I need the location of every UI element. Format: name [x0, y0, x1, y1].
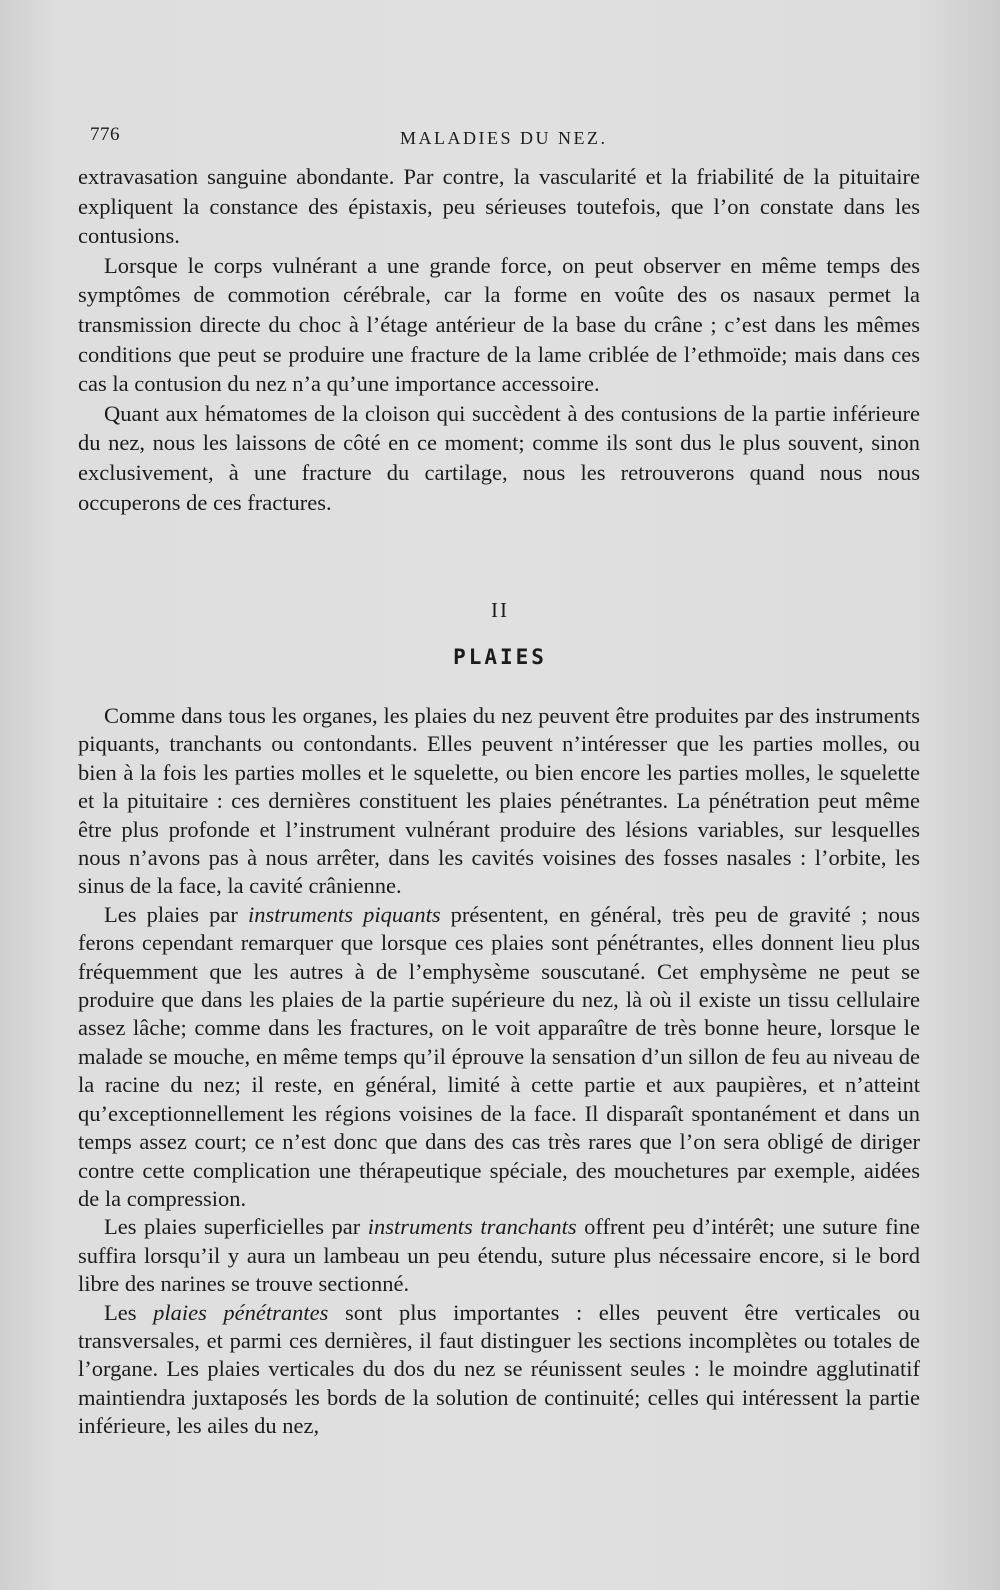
text-block-contusions — [78, 162, 920, 517]
italic-term: instruments piquants — [247, 901, 441, 927]
paragraph — [78, 1213, 920, 1298]
page-header — [90, 124, 920, 154]
text-run: Les plaies par — [104, 901, 248, 927]
text-run: sont plus importantes : elles peuvent être verticales ou transversales, et parmi ces dernières, il faut distinguer les sections incomplètes ou totales de l’organe. Les plaies verticales du dos du nez se réunissent seules : le moindre agglutinatif maintiendra juxtaposés les bords de la solution de continuité; celles qui intéressent la partie inférieure, les ailes du nez, — [78, 1299, 920, 1439]
paragraph: extravasation sanguine abondante. Par contre, la vascularité et la friabilité de la pituitaire expliquent la constance des épistaxis, peu sérieuses toutefois, que l’on constate dans les contusions. — [78, 164, 920, 249]
text-run: Les — [104, 1299, 154, 1325]
section-title: PLAIES — [453, 645, 547, 669]
paragraph — [78, 901, 920, 1213]
page-number: 776 — [90, 124, 120, 145]
paragraph — [78, 1299, 920, 1441]
section-number: II — [491, 598, 509, 622]
italic-term: instruments tranchants — [367, 1214, 577, 1240]
text-run: présentent, en général, très peu de gravité ; nous ferons cependant remarquer que lorsque ces plaies sont pénétrantes, elles donnent lieu plus fréquemment que les autres à de l’emphysème souscutané. Cet emphysème ne peut se produire que dans les plaies de la partie supérieure du nez, là où il existe un tissu cellulaire assez lâche; comme dans les fractures, on le voit apparaître de très bonne heure, lorsque le malade se mouche, en même temps qu’il éprouve la sensation d’un sillon de feu au niveau de la racine du nez; il reste, en général, limité à cette partie et aux paupières, et n’atteint qu’exceptionnellement les régions voisines de la face. Il disparaît spontanément et dans un temps assez court; ce n’est donc que dans des cas très rares que l’on sera obligé de diriger contre cette complication une thérapeutique spéciale, des mouchetures par exemple, aidées de la compression. — [78, 901, 920, 1211]
paragraph: Quant aux hématomes de la cloison qui succèdent à des contusions de la partie inférieure du nez, nous les laissons de côté en ce moment; comme ils sont dus le plus souvent, sinon exclusivement, à une fracture du cartilage, nous les retrouverons quand nous nous occuperons de ces fractures. — [78, 400, 920, 515]
text-block-plaies — [78, 702, 920, 1441]
italic-term: plaies pénétrantes — [153, 1299, 329, 1325]
text-run: Les plaies superficielles par — [104, 1214, 368, 1240]
paragraph: Lorsque le corps vulnérant a une grande force, on peut observer en même temps des symptômes de commotion cérébrale, car la forme en voûte des os nasaux permet la transmission directe du choc à l’étage antérieur de la base du crâne ; c’est dans les mêmes conditions que peut se produire une fracture de la lame criblée de l’ethmoïde; mais dans ces cas la contusion du nez n’a qu’une importance accessoire. — [78, 252, 920, 397]
paragraph: Comme dans tous les organes, les plaies du nez peuvent être produites par des instruments piquants, tranchants ou contondants. Elles peuvent n’intéresser que les parties molles, ou bien à la fois les parties molles et le squelette, ou bien encore les parties molles, le squelette et la pituitaire : ces dernières constituent les plaies pénétrantes. La pénétration peut même être plus profonde et l’instrument vulnérant produire des lésions variables, sur lesquelles nous n’avons pas à nous arrêter, dans les cavités voisines des fosses nasales : l’orbite, les sinus de la face, la cavité crânienne. — [78, 703, 920, 899]
running-title: MALADIES DU NEZ. — [400, 128, 608, 148]
text-run: offrent peu d’intérêt; une suture fine suffira lorsqu’il y aura un lambeau un peu étendu, suture plus nécessaire encore, si le bord libre des narines se trouve sectionné. — [78, 1214, 920, 1297]
